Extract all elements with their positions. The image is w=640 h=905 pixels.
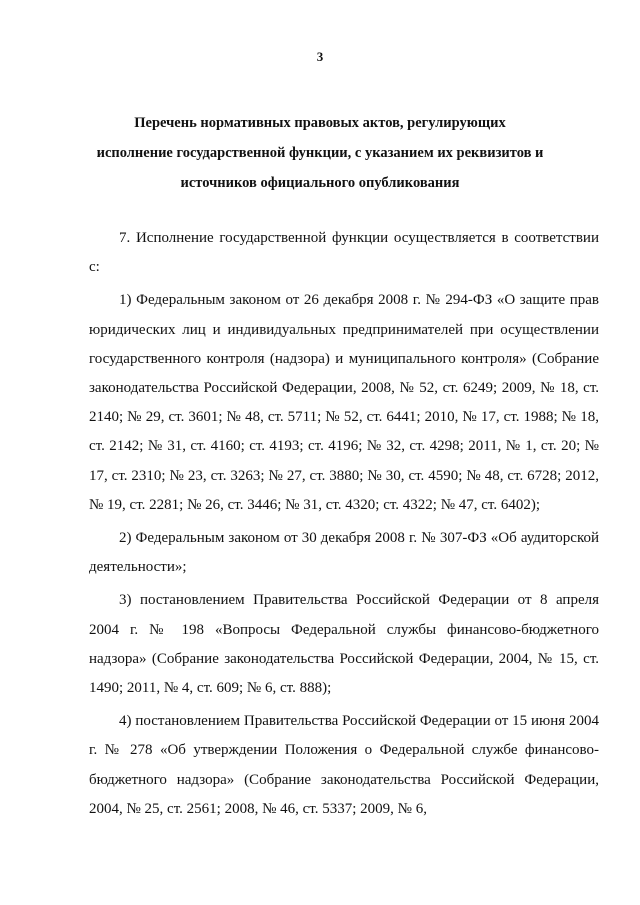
list-item-3: 3) постановлением Правительства Российской Федерации от 8 апреля 2004 г. № 198 «Вопросы Федеральной службы финансово-бюджетного надзора» (Собрание законодательства Российской Федерации, 2004, № 15, ст. 1490; 2011, № 4, ст. 609; № 6, ст. 888); [89, 592, 599, 697]
list-item-4: 4) постановлением Правительства Российской Федерации от 15 июня 2004 г. № 278 «Об утверждении Положения о Федеральной службе финансово-бюджетного надзора» (Собрание законодательства Российской Федерации, 2004, № 25, ст. 2561; 2008, № 46, ст. 5337; 2009, № 6, [89, 713, 599, 817]
page-number: 3 [316, 49, 324, 64]
paragraph-intro: 7. Исполнение государственной функции осуществляется в соответствии с: [89, 230, 599, 276]
list-item-2: 2) Федеральным законом от 30 декабря 2008 г. № 307-ФЗ «Об аудиторской деятельности»; [89, 530, 599, 576]
section-title: Перечень нормативных правовых актов, регулирующих исполнение государственной функции, с указанием их реквизитов и источников официального опубликования [96, 115, 544, 191]
list-item-1: 1) Федеральным законом от 26 декабря 2008 г. № 294-ФЗ «О защите прав юридических лиц и индивидуальных предпринимателей при осуществлении государственного контроля (надзора) и муниципального контроля» (Собрание законодательства Российской Федерации, 2008, № 52, ст. 6249; 2009, № 18, ст. 2140; № 29, ст. 3601; № 48, ст. 5711; № 52, ст. 6441; 2010, № 17, ст. 1988; № 18, ст. 2142; № 31, ст. 4160; ст. 4193; ст. 4196; № 32, ст. 4298; 2011, № 1, ст. 20; № 17, ст. 2310; № 23, ст. 3263; № 27, ст. 3880; № 30, ст. 4590; № 48, ст. 6728; 2012, № 19, ст. 2281; № 26, ст. 3446; № 31, ст. 4320; ст. 4322; № 47, ст. 6402); [89, 292, 599, 513]
document-body [89, 224, 599, 824]
